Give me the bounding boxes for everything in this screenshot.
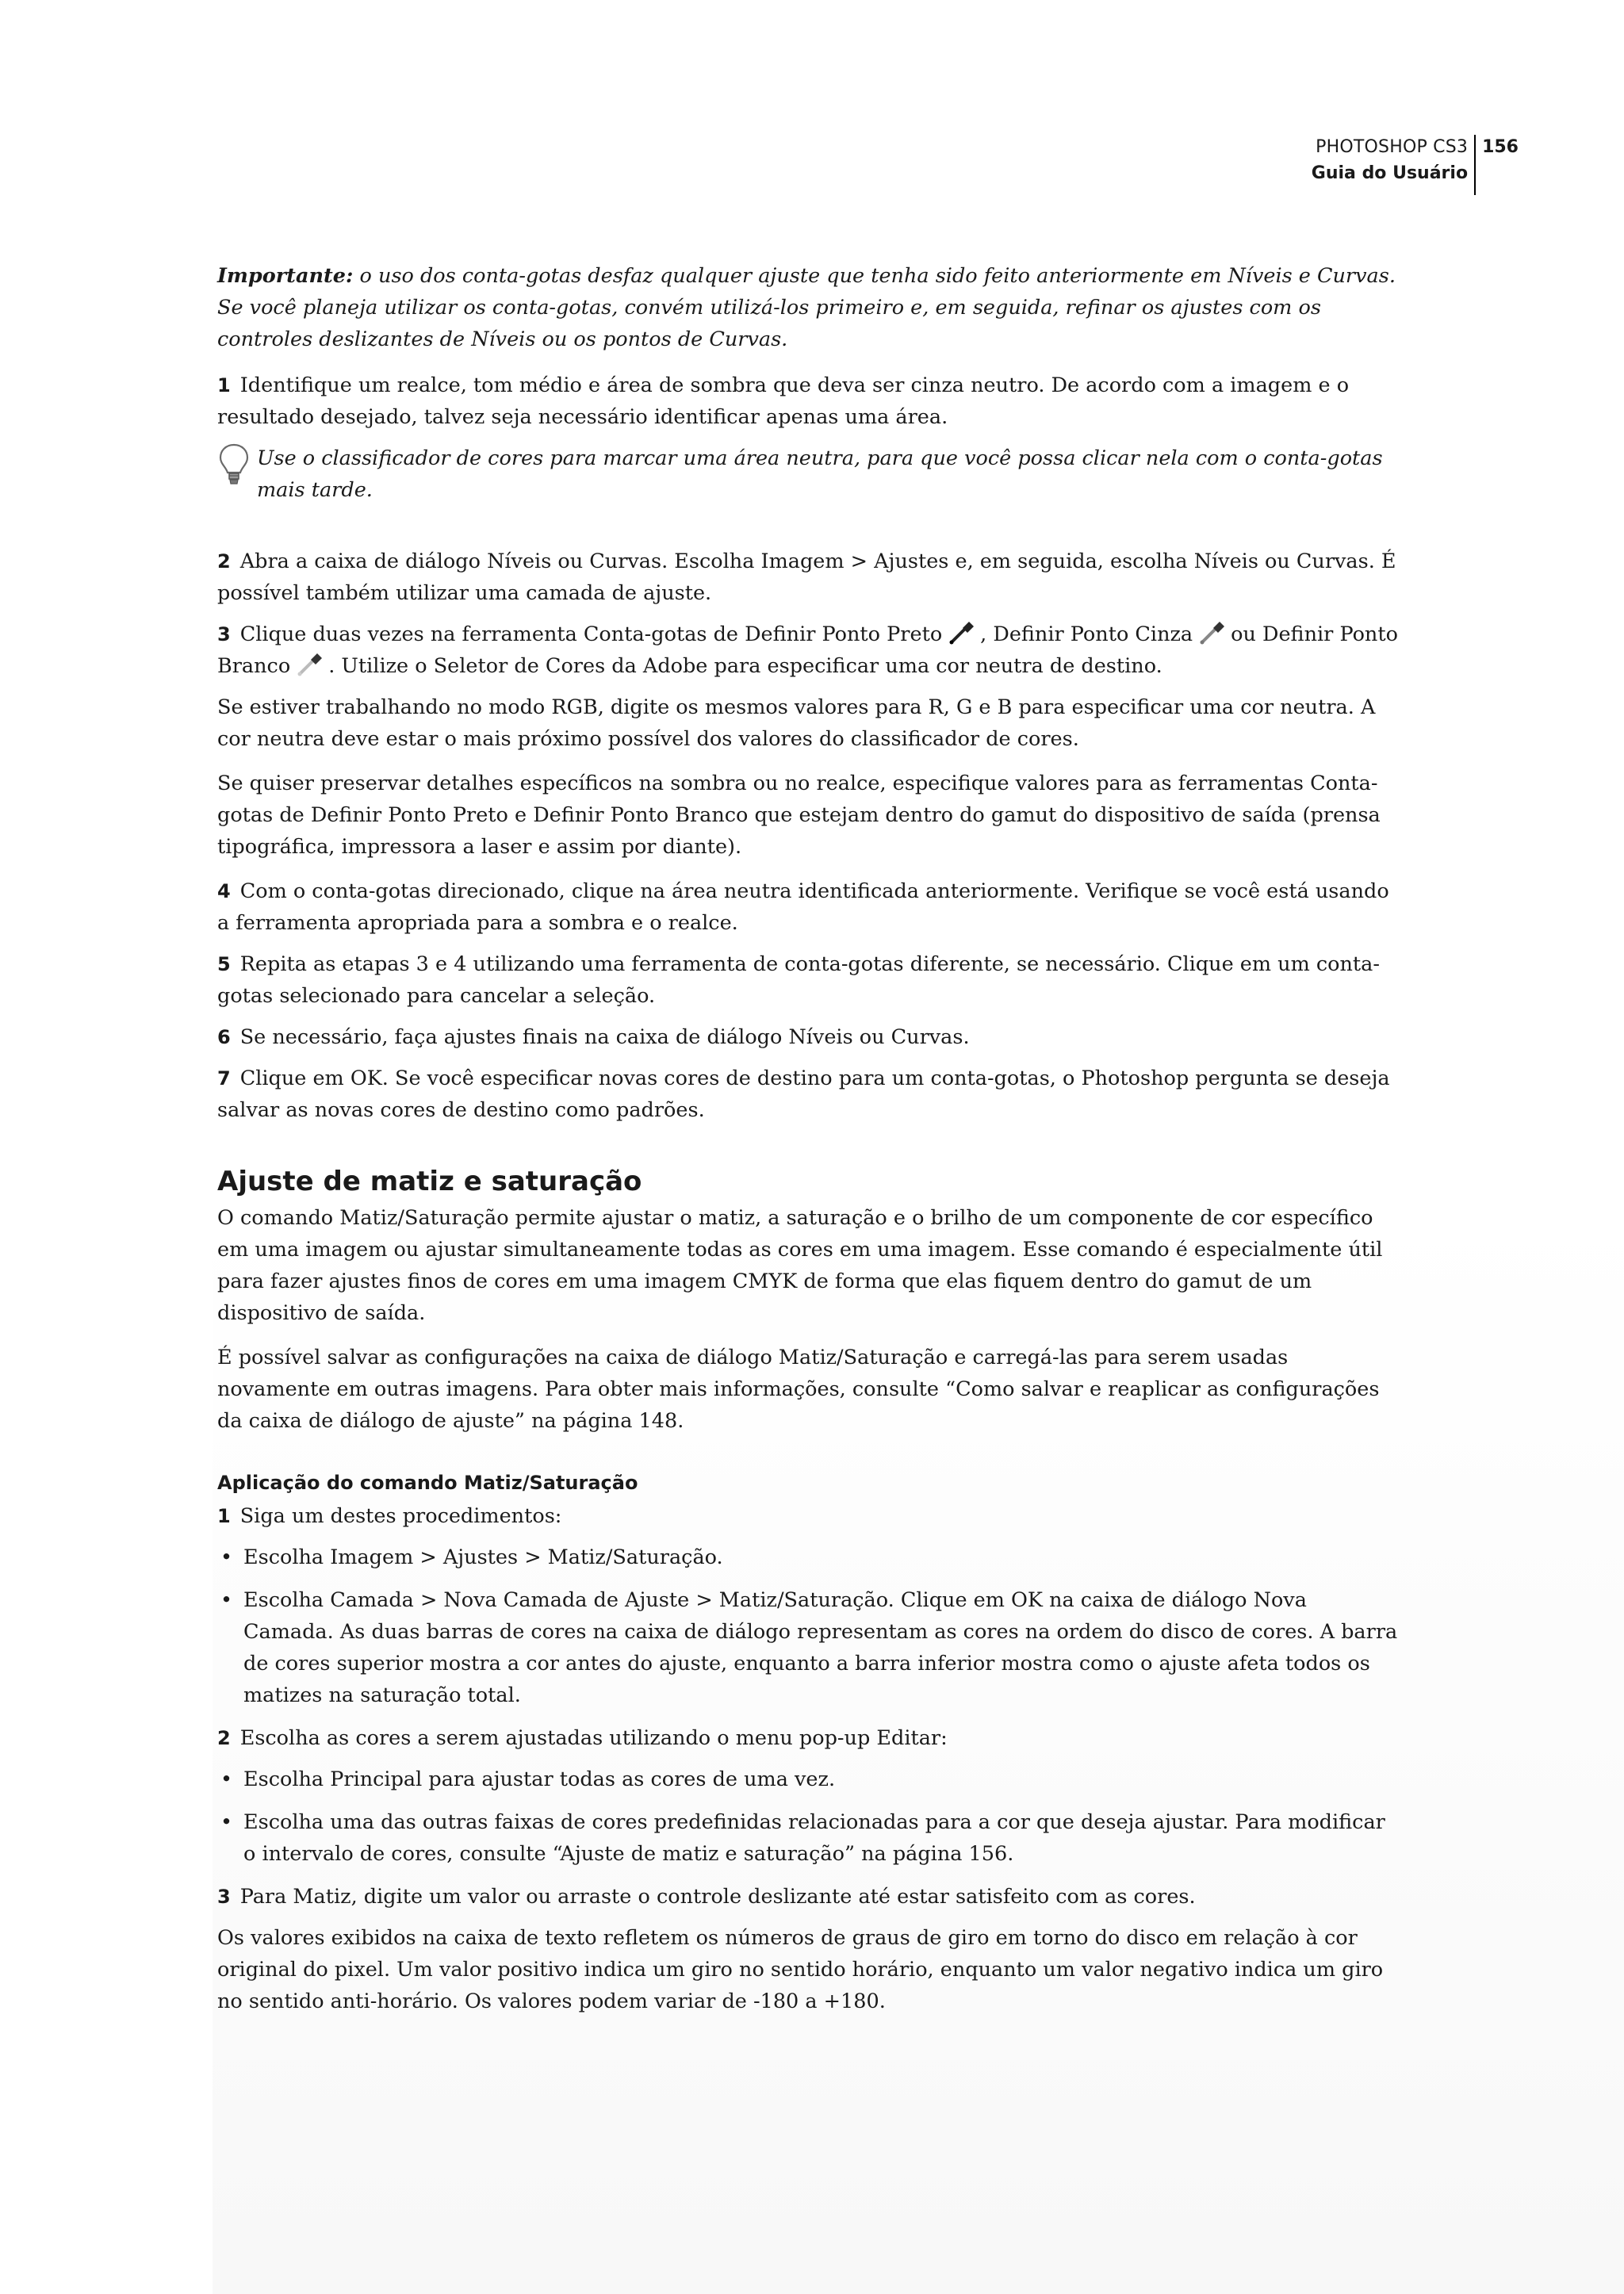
step-7 xyxy=(217,1063,1399,1126)
step-text: Se necessário, faça ajustes finais na caixa de diálogo Níveis ou Curvas. xyxy=(239,1025,970,1049)
bullet-marker: • xyxy=(220,1767,233,1791)
step-6 xyxy=(217,1021,1399,1053)
product-name: PHOTOSHOP CS3 xyxy=(1316,137,1469,157)
section-heading: Ajuste de matiz e saturação xyxy=(217,1166,642,1197)
step-2 xyxy=(217,546,1399,609)
tip-text: Use o classificador de cores para marcar uma área neutra, para que você possa clicar nela com o conta-gotas mais tarde. xyxy=(257,446,1383,502)
step-text: Para Matiz, digite um valor ou arraste o controle deslizante até estar satisfeito com as cores. xyxy=(239,1885,1196,1909)
step-text-part4: . Utilize o Seletor de Cores da Adobe para especificar uma cor neutra de destino. xyxy=(328,654,1162,678)
step-5 xyxy=(217,948,1399,1012)
step-number: 7 xyxy=(217,1067,231,1090)
running-header xyxy=(1312,135,1519,195)
step-text-part2: , Definir Ponto Cinza xyxy=(980,622,1193,646)
step-number: 1 xyxy=(217,1505,231,1527)
step-number: 2 xyxy=(217,1727,231,1749)
section-paragraph-2: É possível salvar as configurações na caixa de diálogo Matiz/Saturação e carregá-las para serem usadas novamente em outras imagens. Para obter mais informações, consulte “Como salvar e reaplicar as configurações da caixa de diálogo de ajuste” na página 148. xyxy=(217,1346,1380,1433)
header-titles xyxy=(1312,135,1476,195)
step-number: 3 xyxy=(217,623,231,645)
eyedropper-white-icon xyxy=(293,650,325,679)
step-text: Siga um destes procedimentos: xyxy=(239,1504,562,1528)
tip xyxy=(217,442,1399,506)
important-label: Importante: xyxy=(217,264,354,288)
important-note xyxy=(217,260,1399,355)
step-text: Clique em OK. Se você especificar novas cores de destino para um conta-gotas, o Photoshop pergunta se deseja salvar as novas cores de destino como padrões. xyxy=(217,1067,1390,1122)
step-3 xyxy=(217,618,1399,682)
bullet-marker: • xyxy=(220,1810,233,1834)
page-content xyxy=(217,260,1399,2030)
section-paragraph-1: O comando Matiz/Saturação permite ajustar o matiz, a saturação e o brilho de um componente de cor específico em uma imagem ou ajustar simultaneamente todas as cores em uma imagem. Esse comando é especialmente útil para fazer ajustes finos de cores em uma imagem CMYK de forma que elas fiquem dentro do gamut de um dispositivo de saída. xyxy=(217,1206,1383,1325)
eyedropper-black-icon xyxy=(945,618,977,647)
bullet-text: Escolha Camada > Nova Camada de Ajuste > Matiz/Saturação. Clique em OK na caixa de diálogo Nova Camada. As duas barras de cores na caixa de diálogo representam as cores na ordem do disco de cores. A barra de cores superior mostra a cor antes do ajuste, enquanto a barra inferior mostra como o ajuste afeta todos os matizes na saturação total. xyxy=(243,1588,1398,1707)
step-number: 1 xyxy=(217,374,231,396)
final-paragraph: Os valores exibidos na caixa de texto refletem os números de graus de giro em torno do disco em relação à cor original do pixel. Um valor positivo indica um giro no sentido horário, enquanto um valor negativo indica um giro no sentido anti-horário. Os valores podem variar de -180 a +180. xyxy=(217,1926,1384,2013)
step-text-part3: ou Definir Ponto Branco xyxy=(217,622,1398,678)
paragraph-detail: Se quiser preservar detalhes específicos na sombra ou no realce, especifique valores para as ferramentas Conta-gotas de Definir Ponto Preto e Definir Ponto Branco que estejam dentro do gamut do dispositivo de saída (prensa tipográfica, impressora a laser e assim por diante). xyxy=(217,772,1381,859)
page-number: 156 xyxy=(1482,137,1519,157)
bullet-item xyxy=(217,1764,1399,1795)
step-text-part1: Clique duas vezes na ferramenta Conta-gotas de Definir Ponto Preto xyxy=(239,622,943,646)
guide-name: Guia do Usuário xyxy=(1311,163,1469,183)
lightbulb-icon xyxy=(217,442,251,488)
step-text: Abra a caixa de diálogo Níveis ou Curvas. Escolha Imagem > Ajustes e, em seguida, escolha Níveis ou Curvas. É possível também utilizar uma camada de ajuste. xyxy=(217,550,1396,605)
bullet-item xyxy=(217,1541,1399,1573)
step-text: Com o conta-gotas direcionado, clique na área neutra identificada anteriormente. Verifique se você está usando a ferramenta apropriada para a sombra e o realce. xyxy=(217,879,1389,935)
step-text: Escolha as cores a serem ajustadas utilizando o menu pop-up Editar: xyxy=(239,1726,948,1750)
eyedropper-gray-icon xyxy=(1196,618,1228,647)
step-4 xyxy=(217,875,1399,939)
step-number: 6 xyxy=(217,1026,231,1048)
bullet-text: Escolha Principal para ajustar todas as cores de uma vez. xyxy=(243,1767,836,1791)
substep-1 xyxy=(217,1500,1399,1532)
step-text: Repita as etapas 3 e 4 utilizando uma ferramenta de conta-gotas diferente, se necessário. Clique em um conta-gotas selecionado para cancelar a seleção. xyxy=(217,952,1380,1008)
step-number: 5 xyxy=(217,953,231,975)
substep-3 xyxy=(217,1881,1399,1913)
bullet-item xyxy=(217,1806,1399,1870)
substep-2 xyxy=(217,1722,1399,1754)
bullet-text: Escolha Imagem > Ajustes > Matiz/Saturação. xyxy=(243,1545,723,1569)
bullet-text: Escolha uma das outras faixas de cores predefinidas relacionadas para a cor que deseja ajustar. Para modificar o intervalo de cores, consulte “Ajuste de matiz e saturação” na página 156. xyxy=(243,1810,1385,1866)
bullet-item xyxy=(217,1584,1399,1711)
step-1 xyxy=(217,370,1399,433)
bullet-marker: • xyxy=(220,1545,233,1569)
paragraph-rgb: Se estiver trabalhando no modo RGB, digite os mesmos valores para R, G e B para especificar uma cor neutra. A cor neutra deve estar o mais próximo possível dos valores do classificador de cores. xyxy=(217,695,1376,751)
step-text: Identifique um realce, tom médio e área de sombra que deva ser cinza neutro. De acordo com a imagem e o resultado desejado, talvez seja necessário identificar apenas uma área. xyxy=(217,373,1350,429)
important-text: o uso dos conta-gotas desfaz qualquer ajuste que tenha sido feito anteriormente em Níveis e Curvas. Se você planeja utilizar os conta-gotas, convém utilizá-los primeiro e, em seguida, refinar os ajustes com os controles deslizantes de Níveis ou os pontos de Curvas. xyxy=(217,264,1396,351)
step-number: 4 xyxy=(217,880,231,902)
step-number: 3 xyxy=(217,1886,231,1908)
subsection-heading: Aplicação do comando Matiz/Saturação xyxy=(217,1472,638,1494)
bullet-marker: • xyxy=(220,1588,233,1612)
step-number: 2 xyxy=(217,550,231,573)
